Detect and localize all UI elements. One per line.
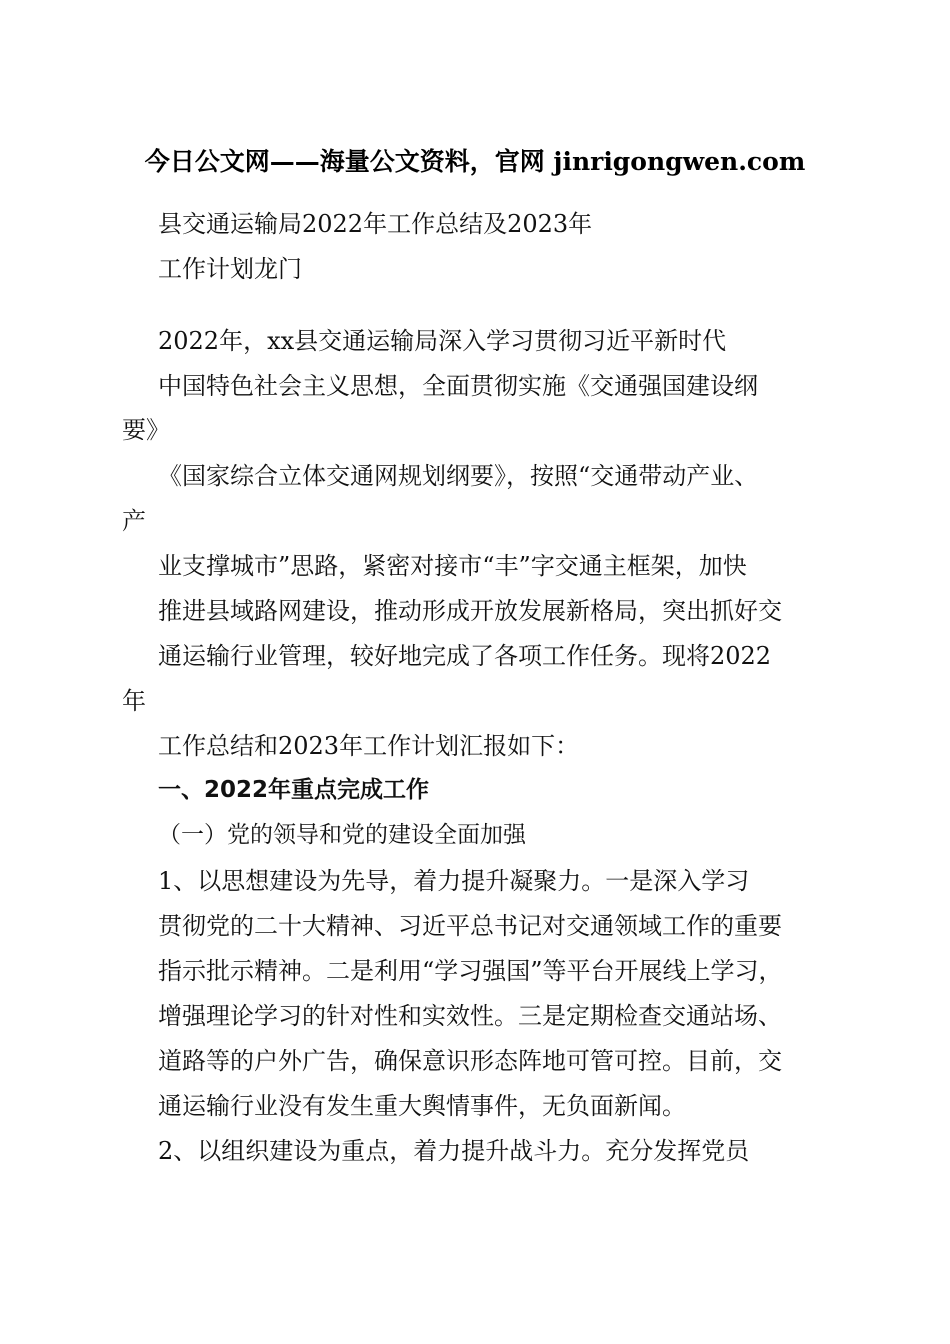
text-line: 指示批示精神。二是利用“学习强国”等平台开展线上学习， bbox=[158, 957, 783, 985]
text-line: 工作总结和2023年工作计划汇报如下： bbox=[158, 732, 580, 760]
text-line: 2、以组织建设为重点，着力提升战斗力。充分发挥党员 bbox=[158, 1137, 750, 1165]
text-line: 《国家综合立体交通网规划纲要》，按照“交通带动产业、 bbox=[158, 462, 759, 490]
text-line: 推进县域路网建设，推动形成开放发展新格局，突出抓好交 bbox=[158, 597, 782, 625]
text-line: 2022年，xx县交通运输局深入学习贯彻习近平新时代 bbox=[158, 327, 727, 355]
text-line: 1、以思想建设为先导，着力提升凝聚力。一是深入学习 bbox=[158, 867, 750, 895]
text-line: 工作计划龙门 bbox=[158, 255, 302, 283]
text-line: 通运输行业没有发生重大舆情事件，无负面新闻。 bbox=[158, 1092, 686, 1120]
subsection-heading: （一）党的领导和党的建设全面加强 bbox=[158, 822, 526, 848]
text-line: 要》 bbox=[122, 416, 170, 444]
text-line: 县交通运输局2022年工作总结及2023年 bbox=[158, 210, 593, 238]
section-heading: 一、2022年重点完成工作 bbox=[158, 777, 430, 803]
page-header: 今日公文网——海量公文资料，官网 jinrigongwen.com bbox=[144, 147, 806, 176]
text-line: 年 bbox=[122, 687, 146, 715]
text-line: 增强理论学习的针对性和实效性。三是定期检查交通站场、 bbox=[158, 1002, 782, 1030]
text-line: 通运输行业管理，较好地完成了各项工作任务。现将2022 bbox=[158, 642, 772, 670]
text-line: 业支撑城市”思路，紧密对接市“丰”字交通主框架，加快 bbox=[158, 552, 747, 580]
text-line: 中国特色社会主义思想，全面贯彻实施《交通强国建设纲 bbox=[158, 372, 758, 400]
text-line: 贯彻党的二十大精神、习近平总书记对交通领域工作的重要 bbox=[158, 912, 782, 940]
text-line: 产 bbox=[122, 507, 146, 535]
text-line: 道路等的户外广告，确保意识形态阵地可管可控。目前，交 bbox=[158, 1047, 782, 1075]
